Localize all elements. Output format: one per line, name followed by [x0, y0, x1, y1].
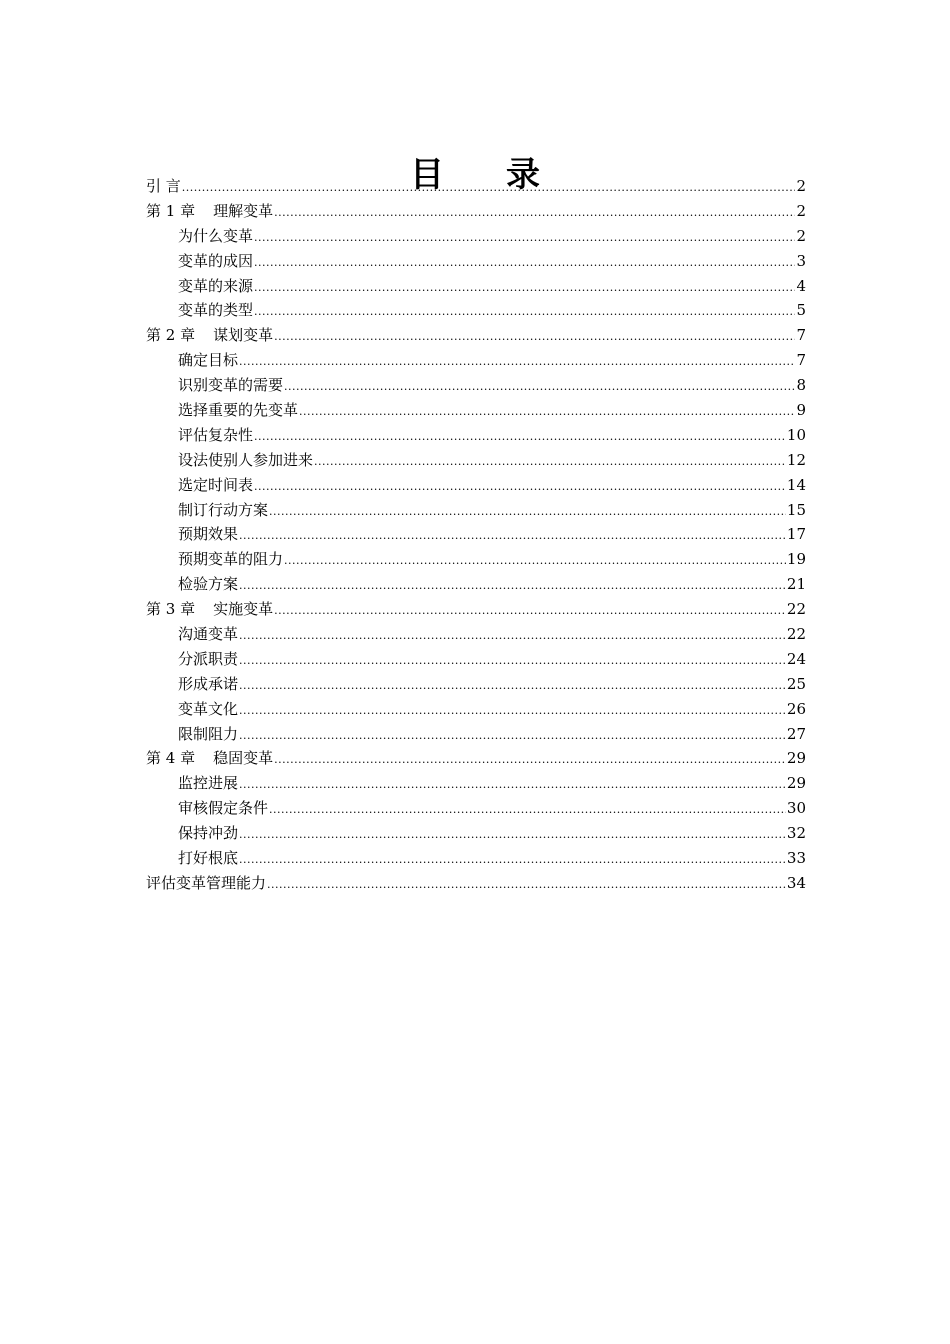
dot-leader — [254, 300, 795, 325]
toc-entry-text: 变革的来源 — [178, 276, 254, 295]
toc-entry-label — [146, 746, 273, 771]
toc-entry-text: 检验方案 — [178, 575, 239, 594]
toc-entry-text: 评估变革管理能力 — [146, 873, 267, 892]
toc-entry-section[interactable] — [146, 796, 806, 821]
toc-chapter-number: 第 4 章 — [146, 749, 196, 768]
toc-entry-section[interactable] — [146, 398, 806, 423]
toc-entry-text: 监控进展 — [178, 774, 239, 793]
toc-title-part2: 录 — [506, 154, 540, 195]
toc-entry-label — [178, 821, 238, 846]
toc-entry-label — [178, 522, 238, 547]
toc-page-number: 25 — [786, 674, 806, 693]
toc-entry-section[interactable] — [146, 821, 806, 846]
toc-entry-label — [178, 298, 253, 323]
toc-page-number: 12 — [786, 450, 806, 469]
toc-page-number: 15 — [786, 500, 806, 519]
toc-page-number: 7 — [796, 351, 806, 370]
toc-entry-section[interactable] — [146, 547, 806, 572]
toc-entry-label — [178, 423, 253, 448]
toc-entry-label — [178, 697, 238, 722]
toc-title-part1: 目 — [410, 154, 444, 195]
toc-entry-text: 评估复杂性 — [178, 425, 254, 444]
toc-entry-label — [178, 498, 268, 523]
toc-entry-section[interactable] — [146, 348, 806, 373]
toc-page-number: 26 — [786, 699, 806, 718]
toc-page-number: 32 — [786, 824, 806, 843]
dot-leader — [239, 624, 786, 649]
toc-entry-text: 预期变革的阻力 — [178, 550, 284, 569]
toc-entry-text: 形成承诺 — [178, 674, 239, 693]
toc-entry-chapter[interactable] — [146, 174, 806, 199]
toc-entry-label — [178, 348, 238, 373]
toc-entry-label — [178, 771, 238, 796]
dot-leader — [239, 848, 786, 873]
toc-entry-section[interactable] — [146, 771, 806, 796]
dot-leader — [254, 251, 795, 276]
toc-entry-text: 实施变革 — [213, 600, 274, 619]
toc-page-number: 24 — [786, 649, 806, 668]
dot-leader — [274, 599, 786, 624]
toc-entry-text: 引 言 — [146, 177, 181, 195]
dot-leader — [239, 350, 795, 375]
dot-leader — [239, 524, 786, 549]
toc-entry-label — [178, 224, 253, 249]
toc-page-number: 2 — [796, 177, 806, 195]
toc-entry-label — [178, 846, 238, 871]
toc-page-number: 33 — [786, 849, 806, 868]
toc-page-number: 7 — [796, 326, 806, 345]
dot-leader — [299, 400, 795, 425]
toc-entry-section[interactable] — [146, 647, 806, 672]
toc-entry-section[interactable] — [146, 722, 806, 747]
toc-entry-text: 分派职责 — [178, 649, 239, 668]
toc-page-number: 17 — [786, 525, 806, 544]
toc-entry-text: 变革的成因 — [178, 251, 254, 270]
toc-entry-chapter[interactable] — [146, 597, 806, 622]
toc-entry-section[interactable] — [146, 274, 806, 299]
toc-page-number: 8 — [796, 376, 806, 395]
dot-leader — [269, 500, 786, 525]
toc-entry-text: 选择重要的先变革 — [178, 401, 299, 420]
toc-entry-label — [178, 373, 283, 398]
toc-entry-text: 稳固变革 — [213, 749, 274, 768]
toc-entry-label — [178, 796, 268, 821]
toc-entry-section[interactable] — [146, 622, 806, 647]
toc-entry-text: 选定时间表 — [178, 475, 254, 494]
toc-page-number: 30 — [786, 799, 806, 818]
toc-entry-section[interactable] — [146, 572, 806, 597]
dot-leader — [274, 748, 786, 773]
toc-list — [146, 174, 806, 896]
dot-leader — [239, 574, 786, 599]
dot-leader — [254, 276, 795, 301]
toc-entry-text: 为什么变革 — [178, 226, 254, 245]
toc-page-number: 19 — [786, 550, 806, 569]
toc-entry-text: 沟通变革 — [178, 625, 239, 644]
toc-entry-section[interactable] — [146, 423, 806, 448]
toc-page-number: 29 — [786, 774, 806, 793]
toc-entry-section[interactable] — [146, 846, 806, 871]
toc-entry-label — [146, 323, 273, 348]
toc-entry-label — [178, 647, 238, 672]
toc-chapter-number: 第 1 章 — [146, 201, 196, 220]
dot-leader — [239, 674, 786, 699]
toc-entry-text: 保持冲劲 — [178, 824, 239, 843]
toc-page-number: 5 — [796, 301, 806, 320]
toc-entry-text: 审核假定条件 — [178, 799, 269, 818]
toc-entry-label — [178, 722, 238, 747]
toc-entry-text: 确定目标 — [178, 351, 239, 370]
toc-entry-section[interactable] — [146, 473, 806, 498]
toc-entry-label — [178, 572, 238, 597]
toc-entry-text: 设法使别人参加进来 — [178, 450, 314, 469]
toc-entry-label — [178, 622, 238, 647]
toc-page-number: 27 — [786, 724, 806, 743]
toc-page-number: 22 — [786, 600, 806, 619]
toc-entry-text: 限制阻力 — [178, 724, 239, 743]
dot-leader — [267, 873, 786, 898]
toc-entry-section[interactable] — [146, 697, 806, 722]
toc-entry-label — [178, 473, 253, 498]
dot-leader — [314, 450, 786, 475]
toc-entry-chapter[interactable] — [146, 199, 806, 224]
dot-leader — [274, 325, 795, 350]
toc-entry-section[interactable] — [146, 373, 806, 398]
toc-entry-text: 识别变革的需要 — [178, 376, 284, 395]
toc-page-number: 2 — [796, 226, 806, 245]
toc-entry-label — [178, 274, 253, 299]
dot-leader — [269, 798, 786, 823]
toc-entry-text: 制订行动方案 — [178, 500, 269, 519]
dot-leader — [254, 425, 786, 450]
toc-page-number: 29 — [786, 749, 806, 768]
toc-entry-label — [178, 672, 238, 697]
toc-entry-label — [178, 249, 253, 274]
toc-page-number: 21 — [786, 575, 806, 594]
dot-leader — [254, 226, 795, 251]
toc-entry-section[interactable] — [146, 249, 806, 274]
toc-entry-section[interactable] — [146, 672, 806, 697]
toc-entry-label — [178, 448, 313, 473]
dot-leader — [239, 649, 786, 674]
toc-entry-section[interactable] — [146, 448, 806, 473]
toc-entry-label — [146, 871, 266, 896]
dot-leader — [239, 699, 786, 724]
toc-page-number: 14 — [786, 475, 806, 494]
toc-entry-text: 谋划变革 — [213, 326, 274, 345]
toc-chapter-number: 第 3 章 — [146, 600, 196, 619]
dot-leader — [182, 176, 796, 201]
toc-page-number: 2 — [796, 201, 806, 220]
toc-chapter-number: 第 2 章 — [146, 326, 196, 345]
toc-entry-section[interactable] — [146, 298, 806, 323]
dot-leader — [239, 773, 786, 798]
toc-entry-section[interactable] — [146, 224, 806, 249]
toc-page-number: 22 — [786, 625, 806, 644]
dot-leader — [254, 475, 786, 500]
toc-entry-text: 理解变革 — [213, 201, 274, 220]
toc-entry-section[interactable] — [146, 522, 806, 547]
toc-entry-label — [178, 398, 298, 423]
toc-entry-text: 预期效果 — [178, 525, 239, 544]
dot-leader — [239, 823, 786, 848]
toc-page-number: 9 — [796, 401, 806, 420]
dot-leader — [284, 375, 795, 400]
toc-entry-chapter[interactable] — [146, 746, 806, 771]
toc-entry-section[interactable] — [146, 498, 806, 523]
toc-entry-chapter[interactable] — [146, 871, 806, 896]
toc-page-number: 34 — [786, 873, 806, 892]
dot-leader — [239, 724, 786, 749]
dot-leader — [274, 201, 795, 226]
toc-page-number: 4 — [796, 276, 806, 295]
toc-entry-text: 变革文化 — [178, 699, 239, 718]
dot-leader — [284, 549, 786, 574]
toc-page-number: 10 — [786, 425, 806, 444]
toc-entry-label — [146, 597, 273, 622]
toc-entry-label — [146, 174, 181, 199]
toc-entry-text: 变革的类型 — [178, 301, 254, 320]
toc-entry-label — [146, 199, 273, 224]
toc-entry-label — [178, 547, 283, 572]
toc-page-number: 3 — [796, 251, 806, 270]
toc-entry-chapter[interactable] — [146, 323, 806, 348]
toc-entry-text: 打好根底 — [178, 849, 239, 868]
